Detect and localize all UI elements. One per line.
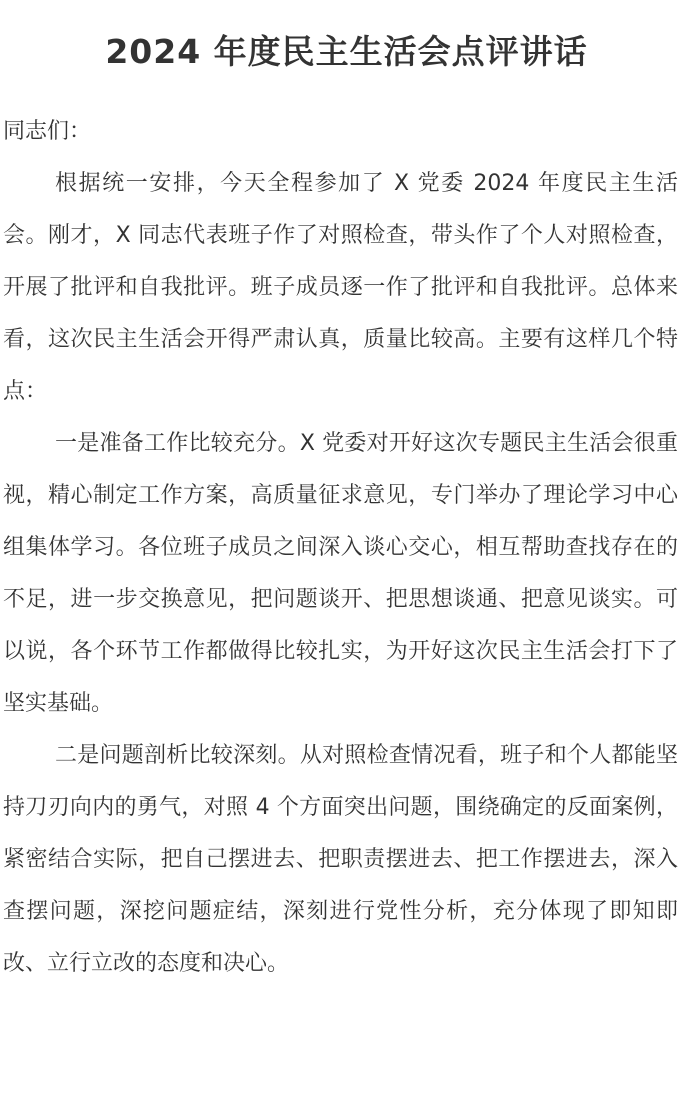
document-body [3, 106, 678, 990]
salutation: 同志们： [3, 119, 92, 144]
paragraph-point-one: 一是准备工作比较充分。X 党委对开好这次专题民主生活会很重视，精心制定工作方案，高质量征求意见，专门举办了理论学习中心组集体学习。各位班子成员之间深入谈心交心，相互帮助查找存在的不足，进一步交换意见，把问题谈开、把思想谈通、把意见谈实。可以说，各个环节工作都做得比较扎实，为开好这次民主生活会打下了坚实基础。 [3, 431, 678, 716]
paragraph-intro: 根据统一安排，今天全程参加了 X 党委 2024 年度民主生活会。刚才，X 同志代表班子作了对照检查，带头作了个人对照检查，开展了批评和自我批评。班子成员逐一作了批评和自我批评。总体来看，这次民主生活会开得严肃认真，质量比较高。主要有这样几个特点： [3, 171, 678, 404]
paragraph-point-two: 二是问题剖析比较深刻。从对照检查情况看，班子和个人都能坚持刀刃向内的勇气，对照 4 个方面突出问题，围绕确定的反面案例，紧密结合实际，把自己摆进去、把职责摆进去、把工作摆进去，深入查摆问题，深挖问题症结，深刻进行党性分析，充分体现了即知即改、立行立改的态度和决心。 [3, 743, 678, 976]
document-title: 2024 年度民主生活会点评讲话 [105, 32, 588, 71]
